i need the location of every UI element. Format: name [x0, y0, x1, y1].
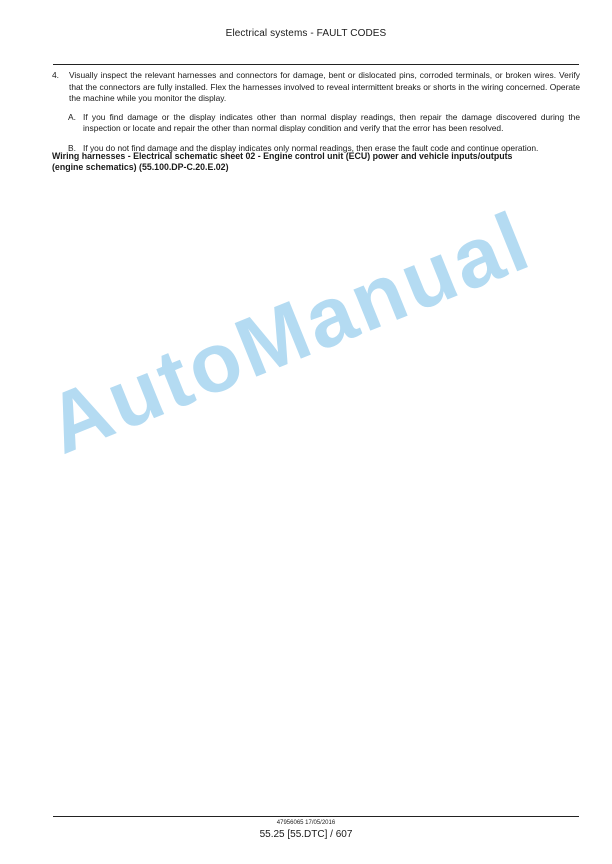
watermark-text: AutoManual: [34, 193, 543, 472]
substep-text: If you do not find damage and the display indicates only normal readings, then erase the fault code and continue operation.: [83, 142, 539, 153]
step-text: Visually inspect the relevant harnesses and connectors for damage, bent or dislocated pins, corroded terminals, or broken wires. Verify that the connectors are fully installed. Flex the harnesses involved to reveal intermittent breaks or shorts in the wiring concerned. Operate the machine while you monitor the display.: [69, 70, 580, 104]
footer-divider: [53, 816, 579, 817]
footer-page-number: 55.25 [55.DTC] / 607: [259, 829, 353, 840]
footer-document-id: 47956065 17/05/2016: [276, 820, 336, 826]
procedure-step: [52, 70, 580, 105]
page-content: [52, 70, 580, 174]
substep-list: [68, 112, 580, 155]
reference-link[interactable]: Wiring harnesses - Electrical schematic sheet 02 - Engine control unit (ECU) power and vehicle inputs/outputs (engine schematics) (55.100.DP-C.20.E.02): [52, 150, 513, 173]
substep-letter: A.: [68, 111, 76, 122]
substep-a: [68, 112, 580, 135]
page-header-title: Electrical systems - FAULT CODES: [225, 28, 387, 39]
header-divider: [53, 64, 579, 65]
substep-letter: B.: [68, 142, 76, 153]
substep-text: If you find damage or the display indicates other than normal display readings, then repair the damage discovered during the inspection or locate and repair the other than normal display condition and verify that the error has been resolved.: [83, 111, 580, 134]
step-number: 4.: [52, 70, 59, 80]
